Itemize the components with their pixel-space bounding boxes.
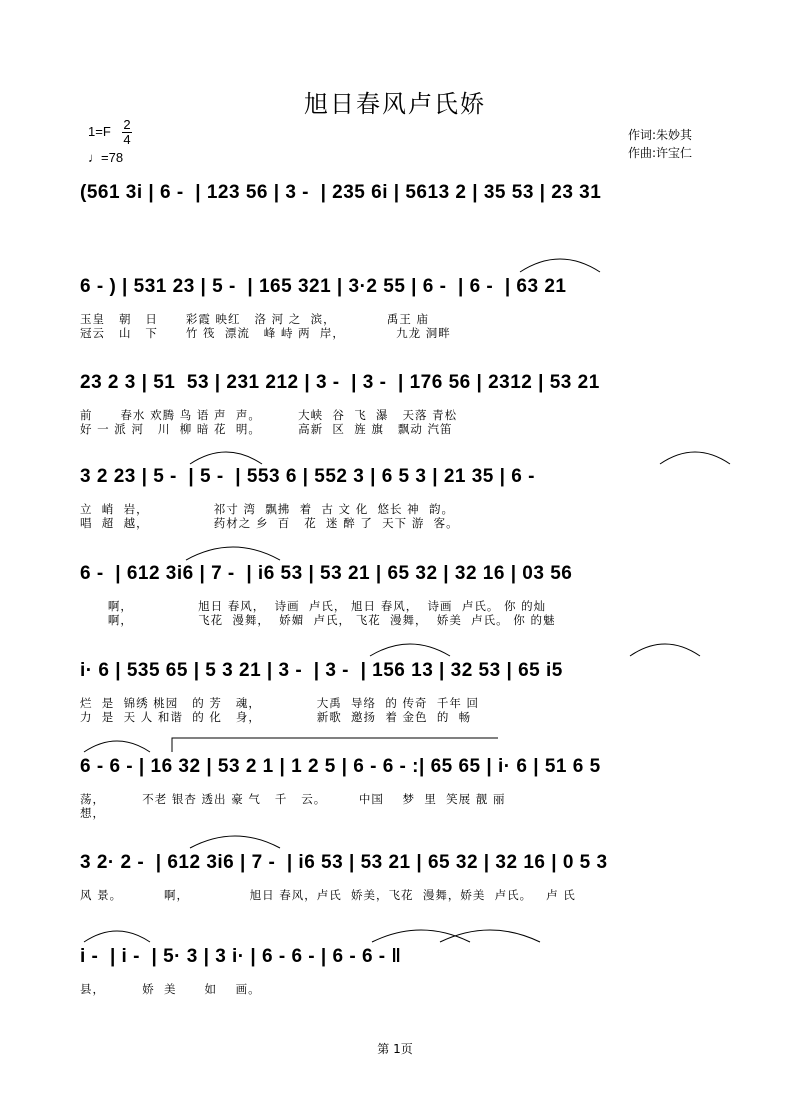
song-title: 旭日春风卢氏娇 [304,90,486,118]
notation-row-8: 3 2· 2 - | 612 3i6 | 7 - | i6 53 | 53 21 | 65 32 | 32 16 | 0 5 3 [80,852,608,873]
slur-7 [84,741,150,752]
lyric-row-5-verse-1: 啊， 旭日 春风， 诗画 卢氏， 旭日 春风， 诗画 卢氏。 你 的灿 [80,599,547,613]
time-signature [122,118,132,147]
slur-4 [186,547,280,560]
lyric-row-9-verse-1: 县， 娇 美 如 画。 [80,982,261,996]
tempo-marking: ♩=78 [88,150,124,165]
slur-2 [190,452,262,464]
lyric-row-5-verse-2: 啊， 飞花 漫舞， 娇媚 卢氏， 飞花 漫舞， 娇美 卢氏。 你 的魅 [80,613,556,627]
volta-bracket [172,738,498,752]
slur-11 [440,930,540,942]
lyric-row-8-verse-1: 风 景。 啊， 旭日 春风，卢氏 娇美，飞花 漫舞，娇美 卢氏。 卢 氏 [80,888,576,902]
slur-1 [520,259,600,272]
notation-row-1: (561 3i | 6 - | 123 56 | 3 - | 235 6i | 5613 2 | 35 53 | 23 31 [80,182,602,203]
lyric-row-2-verse-1: 玉皇 朝 日 彩霞 映红 洛 河 之 滨， 禹王 庙 [80,312,429,326]
slur-5 [370,644,450,656]
slur-3 [660,452,730,464]
notation-row-9: i - | i - | 5· 3 | 3 i· | 6 - 6 - | 6 - 6 - ‖ [80,946,402,967]
page-number: 第 1页 [377,1042,413,1056]
lyric-row-6-verse-1: 烂 是 锦绣 桃园 的 芳 魂， 大禹 导络 的 传奇 千年 回 [80,696,479,710]
slur-6 [630,644,700,656]
lyric-row-2-verse-2: 冠云 山 下 竹 筏 漂流 峰 峙 两 岸， 九龙 洞畔 [80,326,451,340]
slur-10 [372,930,470,942]
lyric-row-3-verse-1: 前 春水 欢腾 鸟 语 声 声。 大峡 谷 飞 瀑 天落 青松 [80,408,458,422]
notation-row-7: 6 - 6 - | 16 32 | 53 2 1 | 1 2 5 | 6 - 6 - :| 65 65 | i· 6 | 51 6 5 [80,756,601,777]
notation-row-3: 23 2 3 | 51 53 | 231 212 | 3 - | 3 - | 176 56 | 2312 | 53 21 [80,372,600,393]
lyricist-credit: 作词:朱妙其 [628,128,693,142]
notation-row-4: 3 2 23 | 5 - | 5 - | 553 6 | 552 3 | 6 5 3 | 21 35 | 6 - [80,466,535,487]
lyric-row-3-verse-2: 好 一 派 河 川 柳 暗 花 明。 高新 区 旌 旗 飘动 汽笛 [80,422,453,436]
key-signature: 1=F [88,124,111,139]
notation-row-2: 6 - ) | 531 23 | 5 - | 165 321 | 3·2 55 | 6 - | 6 - | 63 21 [80,276,567,297]
slur-9 [84,931,150,942]
composer-credit: 作曲:许宝仁 [628,146,693,160]
time-signature-top: 2 [123,117,131,132]
slur-8 [190,836,280,848]
lyric-row-4-verse-1: 立 峭 岩， 祁寸 湾 飘拂 着 古 文 化 悠长 神 韵。 [80,502,454,516]
lyric-row-4-verse-2: 唱 超 越， 药材之 乡 百 花 迷 醉 了 天下 游 客。 [80,516,459,530]
lyric-row-7-verse-1: 荡， 不老 银杏 透出 豪 气 千 云。 中国 梦 里 笑展 靓 丽 [80,792,506,806]
lyric-row-6-verse-2: 力 是 天 人 和谐 的 化 身， 新歌 邀扬 着 金色 的 畅 [80,710,472,724]
time-signature-bottom: 4 [123,132,131,147]
notation-row-5: 6 - | 612 3i6 | 7 - | i6 53 | 53 21 | 65 32 | 32 16 | 03 56 [80,563,573,584]
lyric-row-7-verse-2: 想， [80,806,105,820]
notation-row-6: i· 6 | 535 65 | 5 3 21 | 3 - | 3 - | 156 13 | 32 53 | 65 i5 [80,660,563,681]
